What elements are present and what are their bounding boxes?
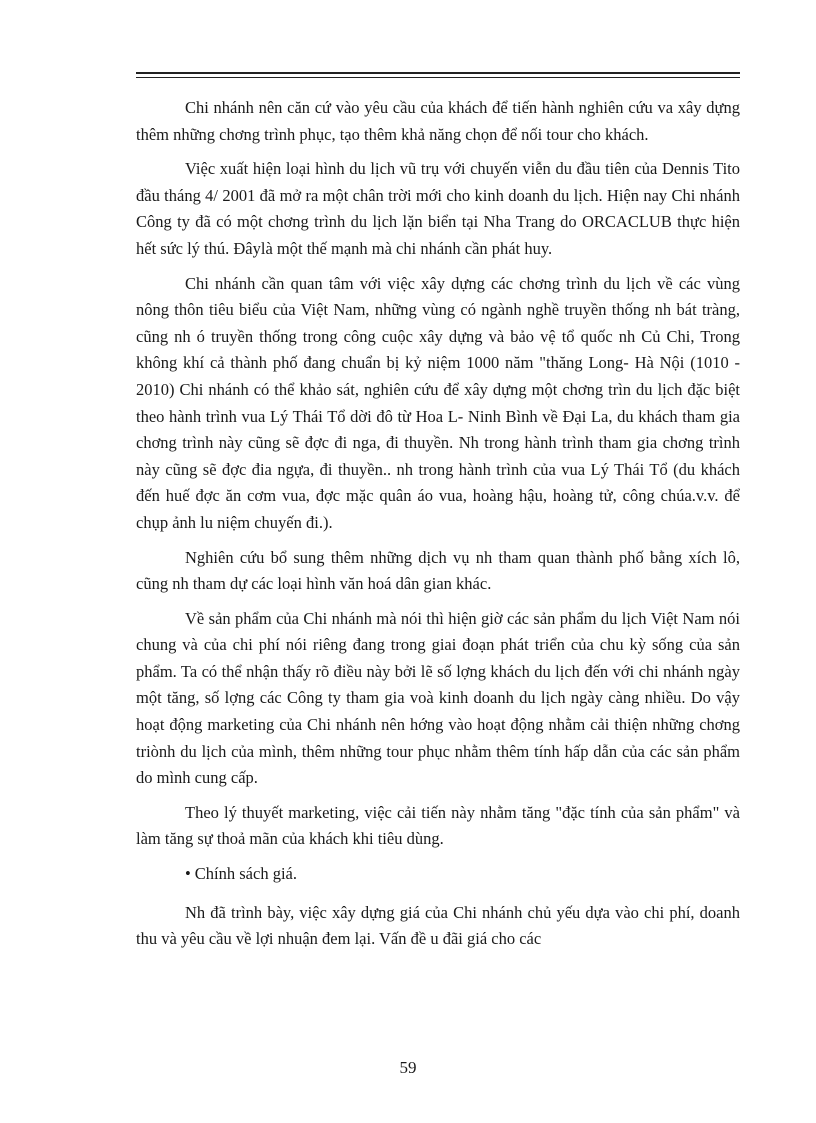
paragraph-1: Chi nhánh nên căn cứ vào yêu cầu của khách để tiến hành nghiên cứu va xây dựng thêm những chơng trình phục, tạo thêm khả năng chọn để nối tour cho khách. [136,98,740,144]
paragraph-final: Nh đã trình bày, việc xây dựng giá của Chi nhánh chủ yếu dựa vào chi phí, doanh thu và yêu cầu về lợi nhuận đem lại. Vấn đề u đãi giá cho các [136,902,740,949]
header-rule-thick [136,72,740,74]
paragraph-3: Chi nhánh cần quan tâm với việc xây dựng các chơng trình du lịch về các vùng nông thôn tiêu biểu của Việt Nam, những vùng có ngành nghề truyền thống nh bát tràng, cũng nh ó truyền thống trong công cuộc xây dựng và bảo vệ tổ quốc nh Củ Chi, Trong không khí cả thành phố đang chuẩn bị kỷ niệm 1000 năm "thăng Long- Hà Nội (1010 - 2010) Chi nhánh có thể khảo sát, nghiên cứu để xây dựng một chơng trìn du lịch đặc biệt theo hành trình vua Lý Thái Tổ dời đô từ Hoa L- Ninh Bình về Đại La, du khách tham gia chơng trình này cũng sẽ đợc đi nga, đi thuyền. Nh trong hành trình tham gia chơng trình này cũng sẽ đợc đia ngựa, đi thuyền.. nh trong hành trình của vua Lý Thái Tổ (du khách đến huế đợc ăn cơm vua, đợc mặc quân áo vua, hoàng hậu, hoàng tử, công chúa.v.v. để chụp ảnh lu niệm chuyến đi.). [136,273,740,532]
page-number: 59 [399,1058,417,1077]
paragraph-2: Việc xuất hiện loại hình du lịch vũ trụ với chuyến viễn du đầu tiên của Dennis Tito đầu tháng 4/ 2001 đã mở ra một chân trời mới cho kinh doanh du lịch. Hiện nay Chi nhánh Công ty đã có một chơng trình du lịch lặn biển tại Nha Trang do ORCACLUB thực hiện hết sức lý thú. Đâylà một thế mạnh mà chi nhánh cần phát huy. [136,159,740,258]
header-rule-thin [136,77,740,78]
paragraph-5: Về sản phẩm của Chi nhánh mà nói thì hiện giờ các sản phẩm du lịch Việt Nam nói chung và của chi phí nói riêng đang trong giai đoạn phát triển của chu kỳ sống của sản phẩm. Ta có thể nhận thấy rõ điều này bởi lẽ số lợng khách du lịch đến với chi nhánh ngày một tăng, số lợng các Công ty tham gia voà kinh doanh du lịch ngày càng nhiều. Do vậy hoạt động marketing của Chi nhánh nên hớng vào hoạt động nhằm cải thiện những chơng triònh du lịch của mình, thêm những tour phục nhằm thêm tính hấp dẫn của các sản phẩm do mình cung cấp. [136,608,740,788]
page-body [136,95,740,961]
paragraph-6: Theo lý thuyết marketing, việc cải tiến này nhằm tăng "đặc tính của sản phẩm" và làm tăng sự thoả mãn của khách khi tiêu dùng. [136,802,740,849]
bullet-icon: • [185,864,191,884]
bullet-item [136,861,740,888]
bullet-text: Chính sách giá. [194,864,297,884]
paragraph-4: Nghiên cứu bổ sung thêm những dịch vụ nh tham quan thành phố bằng xích lô, cũng nh tham dự các loại hình văn hoá dân gian khác. [136,547,740,594]
